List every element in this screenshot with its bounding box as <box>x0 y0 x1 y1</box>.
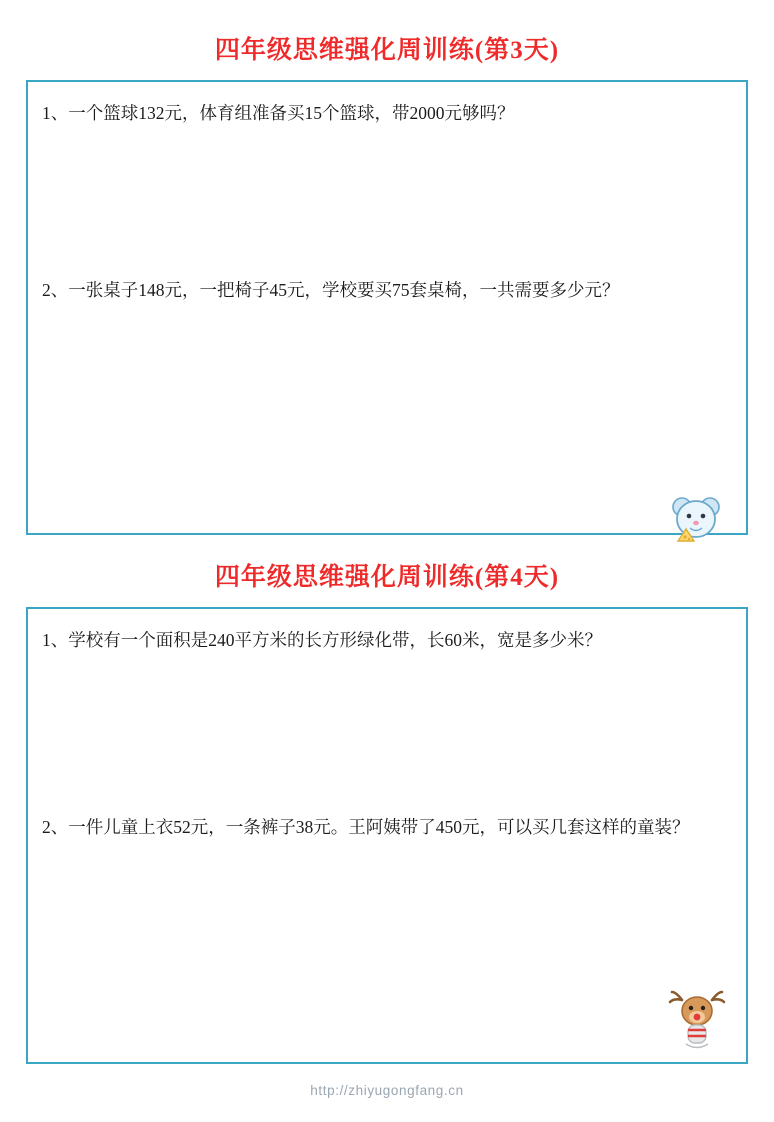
answer-box-day4 <box>26 607 748 1064</box>
section-day3 <box>26 0 748 535</box>
section-title-day3: 四年级思维强化周训练(第3天) <box>214 37 560 64</box>
section-day4 <box>26 535 748 1064</box>
answer-box-day3 <box>26 80 748 535</box>
question-text: 1、一个篮球132元，体育组准备买15个篮球，带2000元够吗？ <box>42 103 515 123</box>
reindeer-icon <box>666 984 728 1054</box>
question-text: 2、一件儿童上衣52元，一条裤子38元。王阿姨带了450元，可以买几套这样的童装？ <box>42 817 690 838</box>
question-text: 2、一张桌子148元，一把椅子45元，学校要买75套桌椅，一共需要多少元？ <box>42 280 620 301</box>
section-title-day4: 四年级思维强化周训练(第4天) <box>214 564 560 591</box>
footer-url: http://zhiyugongfang.cn <box>310 1083 464 1098</box>
question-text: 1、学校有一个面积是240平方米的长方形绿化带，长60米，宽是多少米？ <box>42 630 602 650</box>
